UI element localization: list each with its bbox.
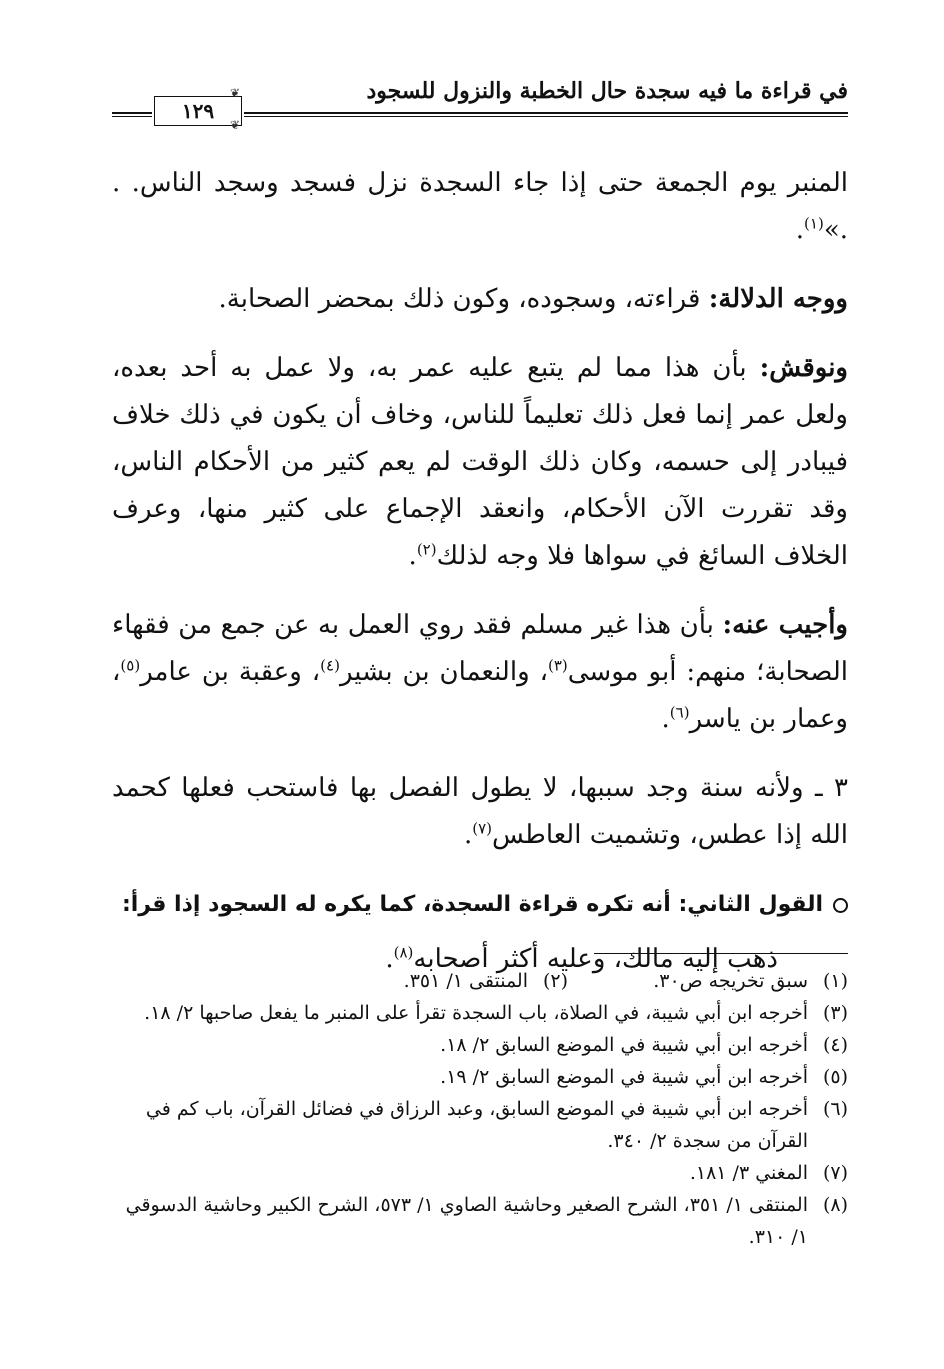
footnote	[112, 1157, 848, 1189]
footnote-text: المنتقى ١/ ٣٥١، الشرح الصغير وحاشية الصاوي ١/ ٥٧٣، الشرح الكبير وحاشية الدسوقي ١/ ٣١٠.	[125, 1194, 808, 1248]
lead-term: ونوقش:	[759, 353, 848, 383]
footnote-text: سبق تخريجه ص٣٠.	[653, 970, 808, 992]
header-title: في قراءة ما فيه سجدة حال الخطبة والنزول للسجود	[366, 78, 848, 104]
footnote-ref: (٦)	[669, 703, 690, 722]
paragraph-text: بأن هذا مما لم يتبع عليه عمر به، ولا عمل به أحد بعده، ولعل عمر إنما فعل ذلك تعليماً للناس، وخاف أن يكون في ذلك خلاف فيبادر إلى حسمه، وكان ذلك الوقت لم يعم كثير من الأحكام الناس، وقد تقررت الآن الأحكام، وانعقد الإجماع على كثير منها، وعرف الخلاف السائغ في سواها فلا وجه لذلك	[112, 353, 848, 571]
footnote-text: المغني ٣/ ١٨١.	[689, 1162, 808, 1184]
footnote	[568, 965, 848, 997]
footnote-separator	[594, 953, 848, 954]
footnote-text: المنتقى ١/ ٣٥١.	[403, 970, 528, 992]
footnote	[112, 1061, 848, 1093]
footnote	[288, 965, 568, 997]
header-rule	[244, 112, 848, 117]
footnote-number: (٥)	[822, 1066, 848, 1088]
footnote-ref: (٨)	[393, 943, 414, 962]
footnote-ref: (٤)	[320, 656, 340, 675]
paragraph: المنبر يوم الجمعة حتى إذا جاء السجدة نزل فسجد وسجد الناس. . .»$^{(١)}$.	[112, 168, 848, 245]
lead-term: ووجه الدلالة:	[708, 284, 848, 314]
footnote-number: (٧)	[822, 1162, 848, 1184]
footnote-number: (٣)	[822, 1002, 848, 1024]
paragraph	[112, 276, 848, 323]
lead-term: وأجيب عنه:	[722, 610, 848, 640]
footnotes	[112, 965, 848, 1253]
footnote-ref: (٣)	[547, 656, 568, 675]
paragraph: ونوقش: بأن هذا مما لم يتبع عليه عمر به، ولا عمل به أحد بعده، ولعل عمر إنما فعل ذلك تعليماً للناس، وخاف أن يكون في ذلك خلاف فيبادر إلى حسمه، وكان ذلك الوقت لم يعم كثير من الأحكام الناس، وقد تقررت الآن الأحكام، وانعقد الإجماع على كثير منها، وعرف الخلاف السائغ في سواها فلا وجه لذلك$^{(٢)}$.	[112, 353, 848, 571]
footnote-ref: (٧)	[472, 819, 492, 838]
footnote-text: أخرجه ابن أبي شيبة في الموضع السابق ٢/ ١٩.	[440, 1066, 808, 1088]
footnote-number: (٦)	[822, 1098, 848, 1120]
header-rule-left	[112, 112, 152, 117]
footnote-text: أخرجه ابن أبي شيبة في الموضع السابق، وعبد الرزاق في فضائل القرآن، باب كم في القرآن من سجدة ٢/ ٣٤٠.	[145, 1098, 808, 1152]
paragraph-text: المنبر يوم الجمعة حتى إذا جاء السجدة نزل فسجد وسجد الناس. . .»	[112, 168, 848, 245]
footnote-ref: (١)	[804, 214, 824, 233]
paragraph-text: ٣ ـ ولأنه سنة وجد سببها، لا يطول الفصل بها فاستحب فعلها كحمد الله إذا عطس، وتشميت العاطس	[112, 773, 848, 850]
section-heading	[112, 881, 848, 928]
footnote	[112, 1189, 848, 1253]
paragraph: ذهب إليه مالك، وعليه أكثر أصحابه$^{(٨)}$.	[385, 943, 778, 974]
circle-bullet-icon	[833, 898, 848, 913]
paragraph-text: قراءته، وسجوده، وكون ذلك بمحضر الصحابة.	[218, 284, 709, 314]
ornament-icon: ❦	[230, 118, 241, 132]
footnote-number: (٢)	[542, 970, 568, 992]
heading-text: القول الثاني: أنه تكره قراءة السجدة، كما يكره له السجود إذا قرأ:	[121, 892, 823, 917]
footnote-number: (٤)	[822, 1034, 848, 1056]
footnote-ref: (٥)	[120, 656, 141, 675]
footnote-row	[112, 965, 848, 997]
paragraph-text: ، والنعمان بن بشير	[339, 657, 548, 687]
paragraph-text: ، وعقبة بن عامر	[140, 657, 321, 687]
footnote-text: أخرجه ابن أبي شيبة، في الصلاة، باب السجدة تقرأ على المنبر ما يفعل صاحبها ٢/ ١٨.	[144, 1002, 808, 1024]
paragraph-text: ، وعمار بن ياسر	[112, 657, 848, 734]
paragraph-text: بأن هذا غير مسلم فقد روي العمل به عن جمع من فقهاء الصحابة؛ منهم: أبو موسى	[112, 610, 848, 687]
footnote-number: (٨)	[822, 1194, 848, 1216]
footnote-ref: (٢)	[416, 540, 437, 559]
footnote	[112, 997, 848, 1029]
page-number: ١٢٩	[154, 96, 242, 126]
running-header	[112, 78, 848, 132]
ornament-icon: ❦	[230, 86, 241, 100]
footnote-text: أخرجه ابن أبي شيبة في الموضع السابق ٢/ ١٨.	[440, 1034, 808, 1056]
footnote	[112, 1029, 848, 1061]
footnote-number: (١)	[822, 970, 848, 992]
paragraph: ٣ ـ ولأنه سنة وجد سببها، لا يطول الفصل بها فاستحب فعلها كحمد الله إذا عطس، وتشميت العاطس$^{(٧)}$.	[112, 773, 848, 850]
footnote	[112, 1093, 848, 1157]
main-text	[112, 160, 848, 1005]
paragraph: وأجيب عنه: بأن هذا غير مسلم فقد روي العمل به عن جمع من فقهاء الصحابة؛ منهم: أبو موسى$^{(٣)}$، والنعمان بن بشير$^{(٤)}$، وعقبة بن عامر$^{(٥)}$، وعمار بن ياسر$^{(٦)}$.	[112, 610, 848, 734]
paragraph-text: ذهب إليه مالك، وعليه أكثر أصحابه	[413, 944, 778, 974]
